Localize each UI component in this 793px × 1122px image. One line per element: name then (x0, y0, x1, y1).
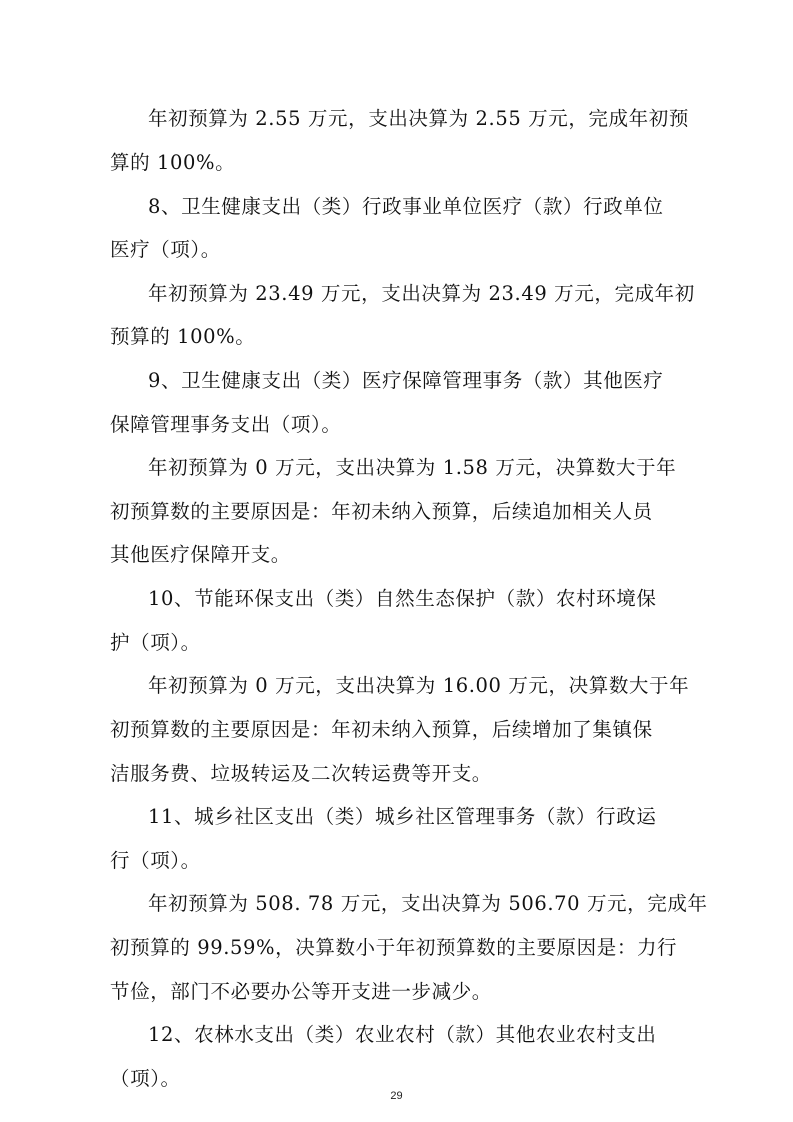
text-line: 9、卫生健康支出（类）医疗保障管理事务（款）其他医疗 (148, 369, 664, 392)
text-line: 初预算的 99.59%，决算数小于年初预算数的主要原因是：力行 (110, 936, 678, 959)
text-line: 医疗（项）。 (110, 238, 221, 261)
text-line: 其他医疗保障开支。 (110, 543, 291, 566)
text-line: 年初预算为 0 万元，支出决算为 16.00 万元，决算数大于年 (148, 674, 690, 697)
text-line: 算的 100%。 (110, 151, 236, 174)
text-line: 年初预算为 508. 78 万元，支出决算为 506.70 万元，完成年 (148, 892, 708, 915)
text-line: 年初预算为 0 万元，支出决算为 1.58 万元，决算数大于年 (148, 456, 677, 479)
text-line: 10、节能环保支出（类）自然生态保护（款）农村环境保 (148, 587, 657, 610)
text-line: （项）。 (110, 1067, 181, 1090)
text-line: 年初预算为 23.49 万元，支出决算为 23.49 万元，完成年初 (148, 282, 695, 305)
text-line: 洁服务费、垃圾转运及二次转运费等开支。 (110, 762, 492, 785)
text-line: 行（项）。 (110, 849, 201, 872)
text-line: 护（项）。 (110, 631, 201, 654)
page-number: 29 (390, 1090, 403, 1102)
text-line: 年初预算为 2.55 万元，支出决算为 2.55 万元，完成年初预 (148, 107, 689, 130)
text-line: 保障管理事务支出（项）。 (110, 413, 342, 436)
text-line: 12、农林水支出（类）农业农村（款）其他农业农村支出 (148, 1023, 657, 1046)
text-line: 11、城乡社区支出（类）城乡社区管理事务（款）行政运 (148, 805, 657, 828)
text-line: 节俭，部门不必要办公等开支进一步减少。 (110, 980, 492, 1003)
text-line: 预算的 100%。 (110, 325, 256, 348)
text-line: 8、卫生健康支出（类）行政事业单位医疗（款）行政单位 (148, 195, 664, 218)
text-line: 初预算数的主要原因是：年初未纳入预算，后续增加了集镇保 (110, 718, 653, 741)
text-line: 初预算数的主要原因是：年初未纳入预算，后续追加相关人员 (110, 500, 653, 523)
